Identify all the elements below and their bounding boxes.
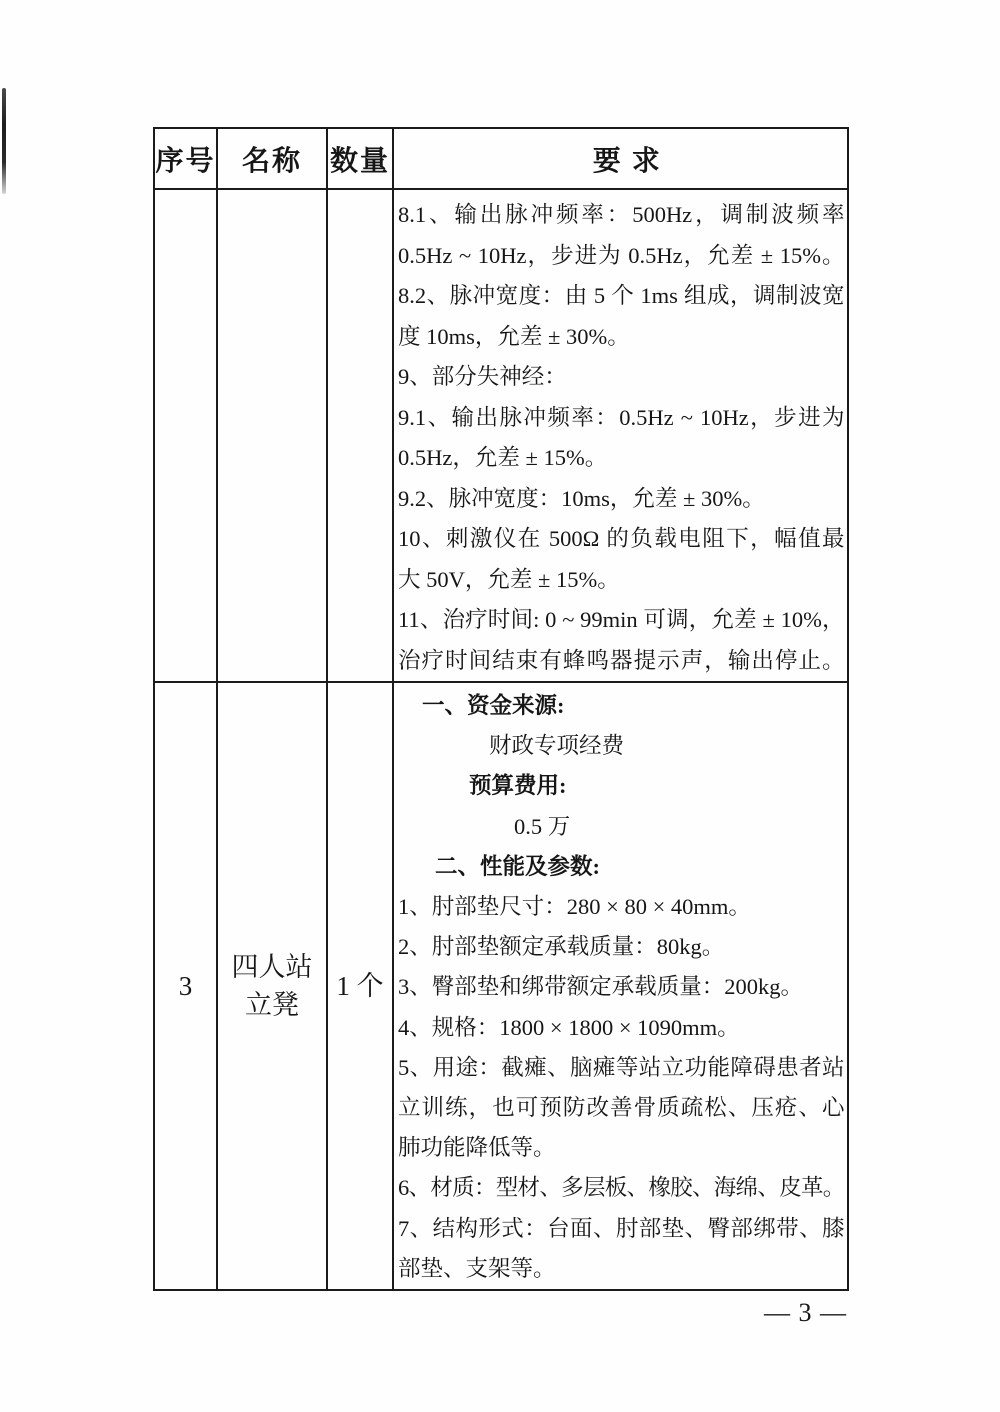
specification-table bbox=[153, 127, 849, 1291]
requirements-cell bbox=[393, 682, 848, 1290]
spec-line: 8.1、输出脉冲频率：500Hz，调制波频率 bbox=[398, 202, 845, 227]
item-name-cell bbox=[217, 189, 327, 682]
table-row-item-3 bbox=[154, 682, 848, 1290]
spec-line: 肺功能降低等。 bbox=[398, 1135, 556, 1161]
spec-line: 3、臀部垫和绑带额定承载质量：200kg。 bbox=[398, 974, 804, 1000]
serial-number-cell: 3 bbox=[154, 682, 217, 1290]
item-name-line: 立凳 bbox=[245, 990, 299, 1021]
spec-line: 9.1、输出脉冲频率：0.5Hz ~ 10Hz，步进为 bbox=[398, 404, 845, 430]
spec-line: 5、用途：截瘫、脑瘫等站立功能障碍患者站 bbox=[398, 1054, 845, 1080]
table-row-continuation bbox=[154, 189, 848, 682]
spec-line: 10、刺激仪在 500Ω 的负载电阻下，幅值最 bbox=[398, 526, 845, 551]
quantity-cell bbox=[327, 189, 393, 682]
spec-line: 0.5Hz，允差 ± 15%。 bbox=[398, 445, 608, 470]
spec-line: 治疗时间结束有蜂鸣器提示声，输出停止。 bbox=[398, 647, 845, 673]
spec-line: 1、肘部垫尺寸：280 × 80 × 40mm。 bbox=[398, 894, 751, 920]
spec-line: 9.2、脉冲宽度：10ms，允差 ± 30%。 bbox=[398, 485, 765, 511]
header-item-name: 名称 bbox=[217, 128, 327, 189]
spec-line: 8.2、脉冲宽度：由 5 个 1ms 组成，调制波宽 bbox=[398, 283, 845, 308]
page-number: — 3 — bbox=[764, 1298, 847, 1327]
spec-line: 4、规格：1800 × 1800 × 1090mm。 bbox=[398, 1014, 740, 1040]
header-requirements: 要 求 bbox=[393, 128, 848, 189]
scan-artifact-streak bbox=[2, 88, 6, 194]
spec-line: 度 10ms，允差 ± 30%。 bbox=[398, 323, 630, 349]
header-serial-number: 序号 bbox=[154, 128, 217, 189]
serial-number-cell bbox=[154, 189, 217, 682]
spec-line: 0.5 万 bbox=[514, 813, 571, 839]
spec-line: 11、治疗时间: 0 ~ 99min 可调，允差 ± 10%， bbox=[398, 607, 845, 632]
item-name-line: 四人站 bbox=[231, 952, 313, 983]
spec-line: 大 50V，允差 ± 15%。 bbox=[398, 566, 620, 592]
spec-line: 7、结构形式：台面、肘部垫、臀部绑带、膝 bbox=[398, 1215, 845, 1241]
quantity-cell: 1 个 bbox=[327, 682, 393, 1290]
spec-line: 9、部分失神经： bbox=[398, 364, 567, 389]
spec-line: 部垫、支架等。 bbox=[398, 1255, 556, 1281]
header-quantity: 数量 bbox=[327, 128, 393, 189]
spec-line: 6、材质：型材、多层板、橡胶、海绵、皮革。 bbox=[398, 1175, 845, 1201]
item-name-cell bbox=[217, 682, 327, 1290]
section-heading-parameters: 二、性能及参数: bbox=[435, 853, 600, 879]
spec-line: 0.5Hz ~ 10Hz，步进为 0.5Hz，允差 ± 15%。 bbox=[398, 242, 845, 268]
section-heading-budget: 预算费用: bbox=[469, 773, 567, 799]
spec-line: 财政专项经费 bbox=[489, 733, 625, 759]
table-header-row bbox=[154, 128, 848, 189]
section-heading-funding: 一、资金来源: bbox=[422, 693, 565, 718]
spec-line: 立训练，也可预防改善骨质疏松、压疮、心 bbox=[398, 1095, 845, 1121]
spec-line: 2、肘部垫额定承载质量：80kg。 bbox=[398, 934, 725, 960]
requirements-cell bbox=[393, 189, 848, 682]
